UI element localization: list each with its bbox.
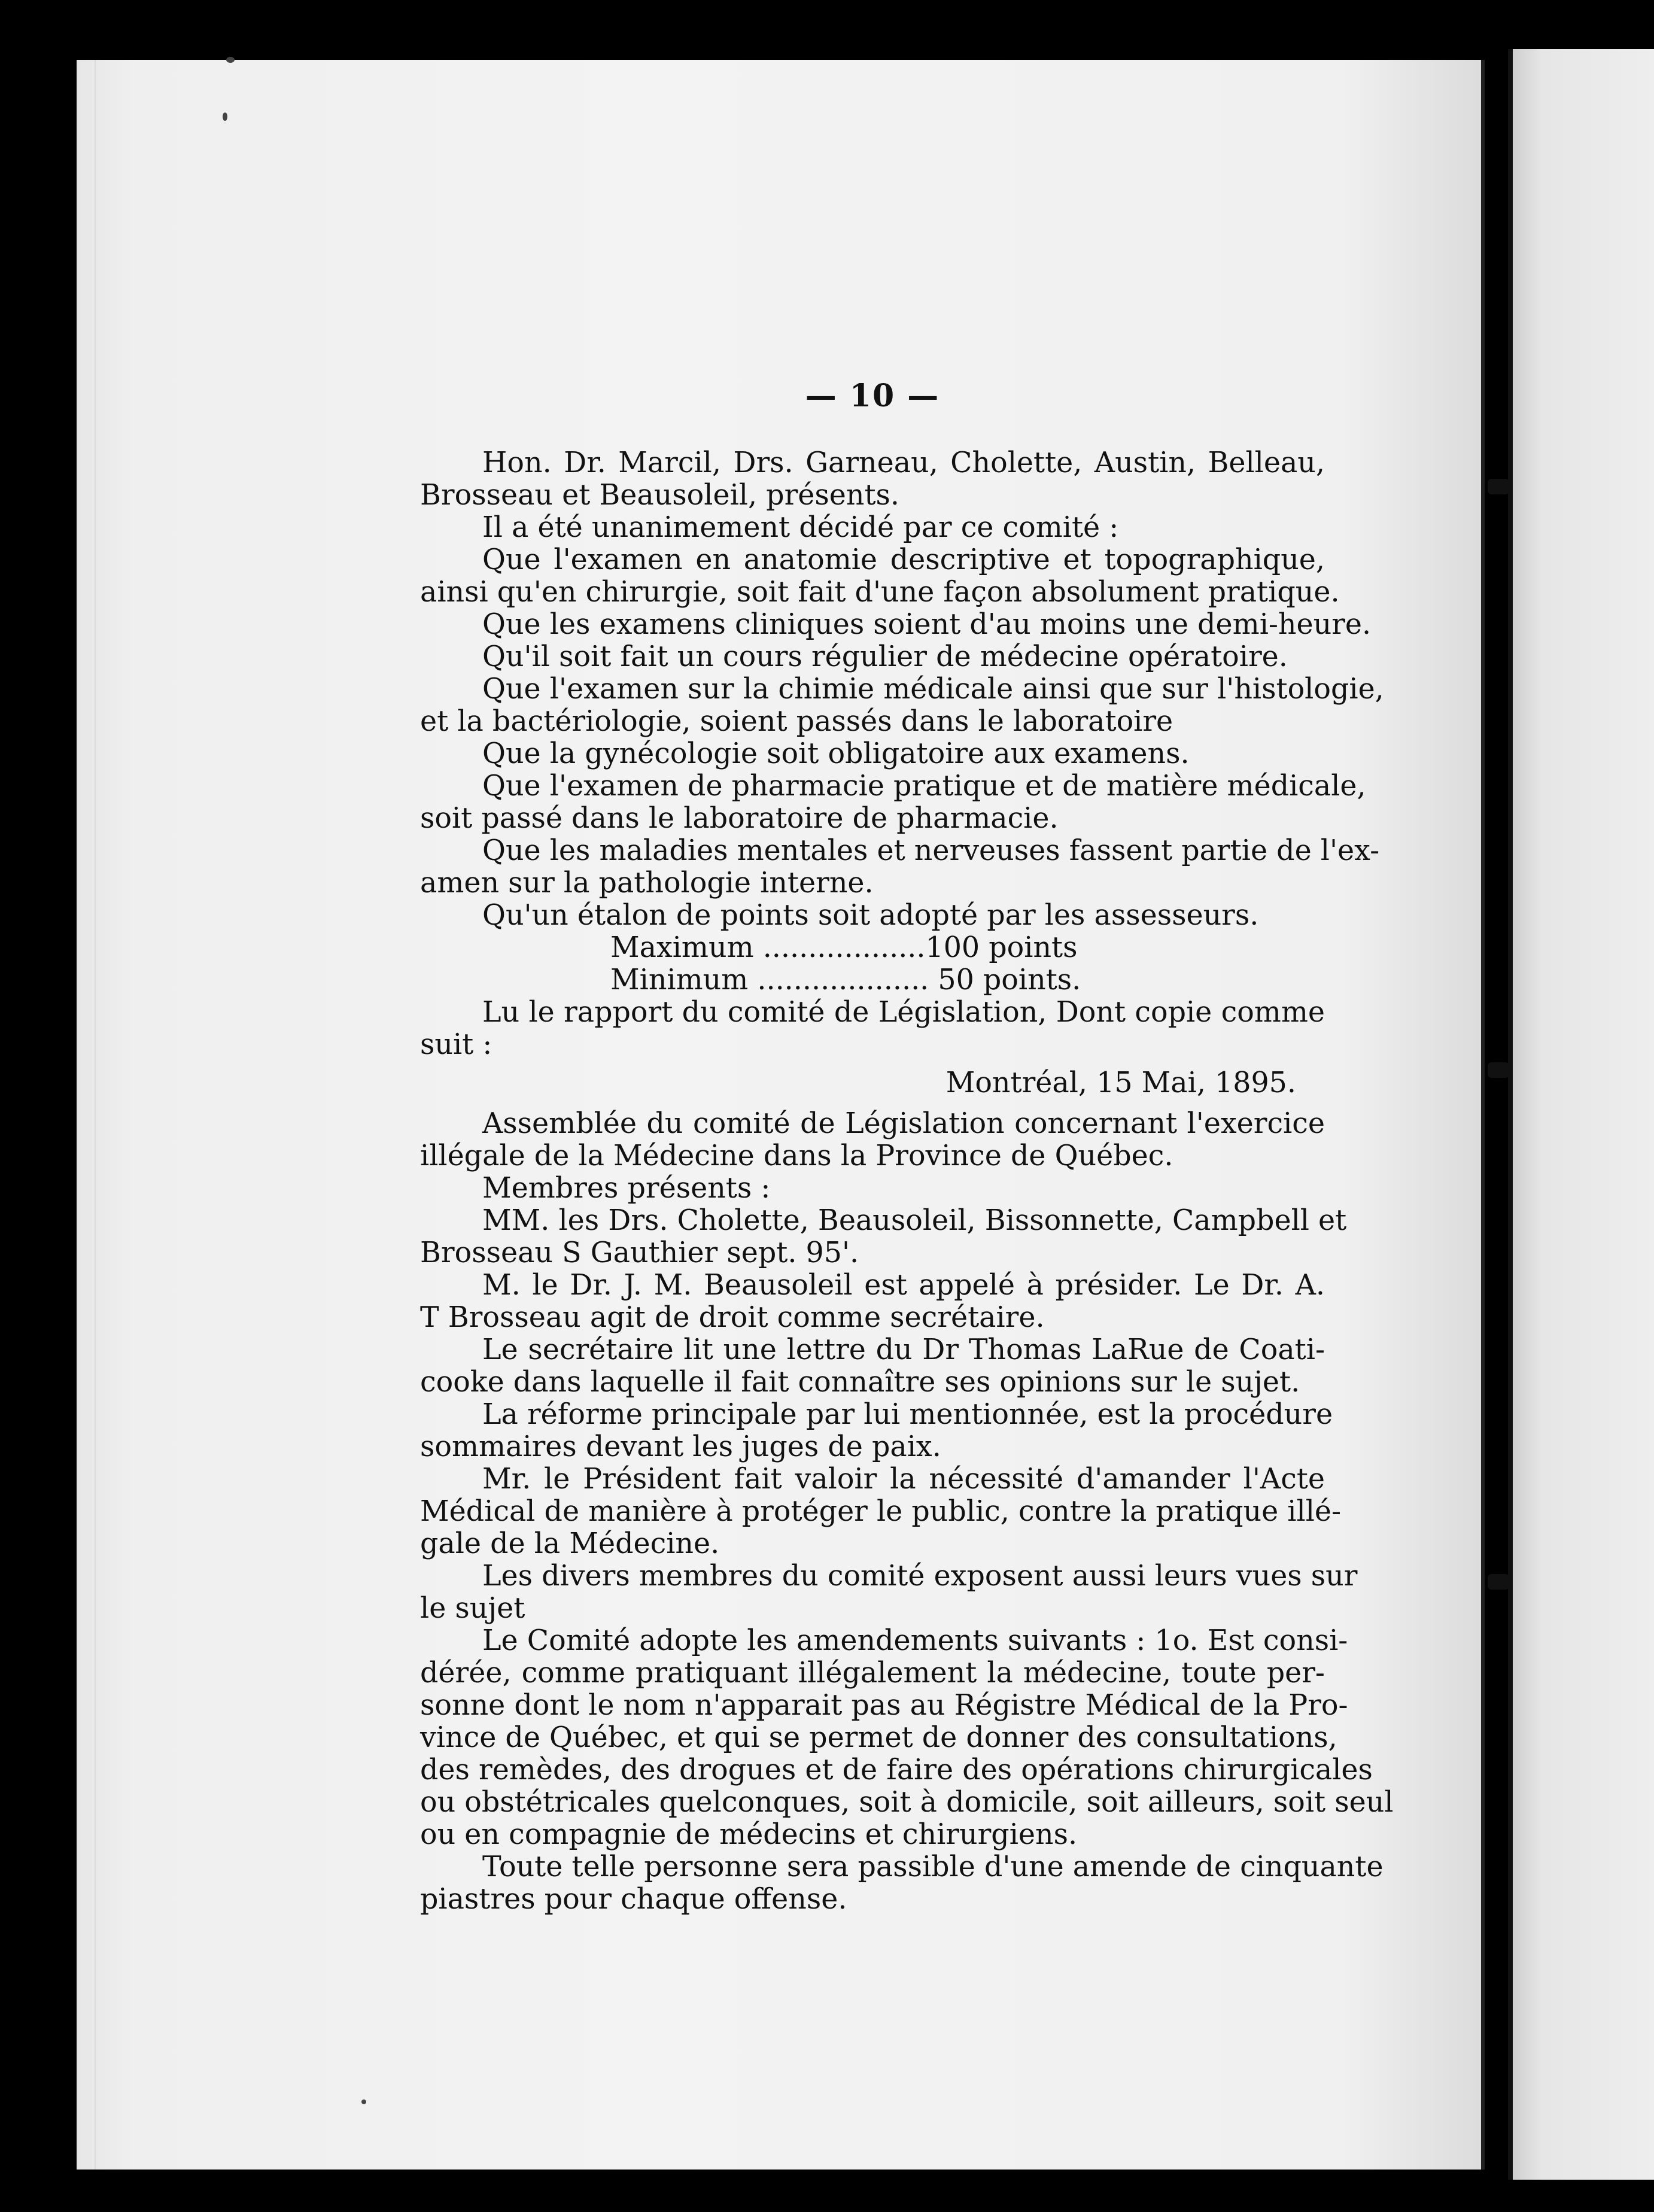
- scan-speck: [226, 57, 235, 63]
- text-line: La réforme principale par lui mentionnée, est la procédure: [482, 1398, 1333, 1431]
- adjacent-page-edge: [1508, 49, 1654, 2180]
- text-line: amen sur la pathologie interne.: [420, 867, 874, 900]
- text-line: des remèdes, des drogues et de faire des opérations chirurgicales: [420, 1754, 1373, 1786]
- text-line: le sujet: [420, 1592, 525, 1625]
- text-line: cooke dans laquelle il fait connaître ses opinions sur le sujet.: [420, 1366, 1300, 1399]
- text-line: Que les maladies mentales et nerveuses fassent partie de l'ex-: [482, 834, 1380, 867]
- text-line: Mr. le Président fait valoir la nécessité d'amander l'Acte: [482, 1463, 1325, 1496]
- text-line: Que l'examen en anatomie descriptive et topographique,: [482, 543, 1325, 576]
- text-line: Membres présents :: [482, 1172, 771, 1205]
- text-line: piastres pour chaque offense.: [420, 1883, 847, 1916]
- text-line: suit :: [420, 1028, 492, 1061]
- text-line: sonne dont le nom n'apparait pas au Régistre Médical de la Pro-: [420, 1689, 1348, 1722]
- binding-clip: [1488, 1062, 1509, 1078]
- text-line: ou obstétricales quelconques, soit à domicile, soit ailleurs, soit seul: [420, 1786, 1394, 1819]
- text-line: Le secrétaire lit une lettre du Dr Thomas LaRue de Coati-: [482, 1333, 1325, 1366]
- text-line: Maximum ..................100 points: [610, 931, 1078, 964]
- text-line: Toute telle personne sera passible d'une amende de cinquante: [482, 1851, 1384, 1883]
- binding-clip: [1488, 479, 1509, 494]
- text-line: vince de Québec, et qui se permet de donner des consultations,: [420, 1721, 1337, 1754]
- text-line: et la bactériologie, soient passés dans le laboratoire: [420, 705, 1173, 738]
- text-line: Brosseau et Beausoleil, présents.: [420, 479, 900, 512]
- text-line: soit passé dans le laboratoire de pharmacie.: [420, 802, 1059, 835]
- text-line: illégale de la Médecine dans la Province de Québec.: [420, 1140, 1173, 1172]
- text-line: T Brosseau agit de droit comme secrétaire.: [420, 1301, 1045, 1334]
- text-line: M. le Dr. J. M. Beausoleil est appelé à présider. Le Dr. A.: [482, 1269, 1325, 1302]
- document-page: [77, 60, 1485, 2170]
- text-line: Assemblée du comité de Législation concernant l'exercice: [482, 1107, 1325, 1140]
- text-line: ainsi qu'en chirurgie, soit fait d'une façon absolument pratique.: [420, 576, 1340, 609]
- text-line: Que l'examen sur la chimie médicale ainsi que sur l'histologie,: [482, 673, 1384, 706]
- text-line: sommaires devant les juges de paix.: [420, 1430, 941, 1463]
- scan-speck: [223, 113, 227, 121]
- text-line: Brosseau S Gauthier sept. 95'.: [420, 1236, 859, 1269]
- text-line: Les divers membres du comité exposent aussi leurs vues sur: [482, 1560, 1358, 1593]
- page-number: — 10 —: [805, 378, 940, 414]
- text-lines: [420, 446, 1394, 1916]
- text-line: Qu'un étalon de points soit adopté par les assesseurs.: [482, 899, 1259, 932]
- text-line: gale de la Médecine.: [420, 1527, 720, 1560]
- text-line: Lu le rapport du comité de Législation, Dont copie comme: [482, 996, 1325, 1029]
- text-line: MM. les Drs. Cholette, Beausoleil, Bissonnette, Campbell et: [482, 1204, 1347, 1237]
- text-line: Le Comité adopte les amendements suivants : 1o. Est consi-: [482, 1624, 1348, 1657]
- text-line: Hon. Dr. Marcil, Drs. Garneau, Cholette, Austin, Belleau,: [482, 446, 1325, 479]
- text-line: Montréal, 15 Mai, 1895.: [945, 1066, 1296, 1099]
- text-line: Que la gynécologie soit obligatoire aux examens.: [482, 737, 1190, 770]
- text-line: Médical de manière à protéger le public, contre la pratique illé-: [420, 1495, 1342, 1528]
- binding-clip: [1488, 1574, 1509, 1590]
- text-line: Il a été unanimement décidé par ce comité :: [482, 511, 1119, 544]
- text-line: Que l'examen de pharmacie pratique et de matière médicale,: [482, 770, 1366, 803]
- text-line: dérée, comme pratiquant illégalement la médecine, toute per-: [420, 1657, 1325, 1690]
- text-line: Minimum ................... 50 points.: [610, 964, 1081, 996]
- scan-speck: [361, 2099, 366, 2104]
- page-body: [420, 378, 1394, 1916]
- text-line: Que les examens cliniques soient d'au moins une demi-heure.: [482, 608, 1372, 641]
- text-line: ou en compagnie de médecins et chirurgiens.: [420, 1818, 1078, 1851]
- text-line: Qu'il soit fait un cours régulier de médecine opératoire.: [482, 640, 1288, 673]
